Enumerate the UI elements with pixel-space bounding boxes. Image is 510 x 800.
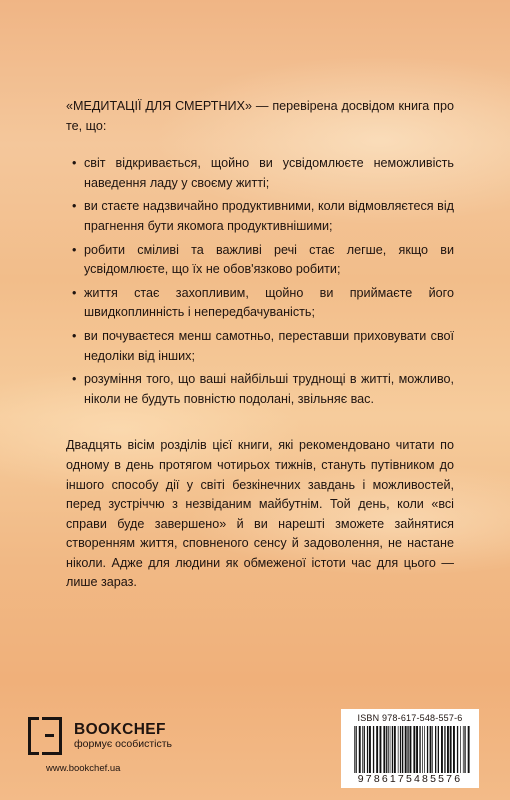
list-item [72,241,454,280]
back-cover-text [66,97,454,593]
ean-digits: 9786175485576 [357,773,463,785]
barcode-bar [356,726,357,773]
list-item-text: світ відкривається, щойно ви усвідомлюєте неможливість наведення ладу у своєму житті; [84,156,454,190]
barcode-bar [430,726,432,773]
barcode-bar [450,726,452,773]
barcode-bar [468,726,470,773]
barcode-bar [354,726,355,773]
barcode-panel [341,709,479,788]
barcode-bar [392,726,393,773]
barcode-bar [438,726,439,773]
bullet-icon: • [72,372,77,387]
publisher-slogan: формує особистість [74,738,173,750]
barcode-bar [376,726,378,773]
feature-list [66,154,454,409]
barcode-bar [364,726,365,773]
list-item-text: розуміння того, що ваші найбільші труднощі в житті, можливо, ніколи не будуть повністю подолані, звільняє вас. [84,372,454,406]
barcode-bar [410,726,412,773]
list-item [72,284,454,323]
bracket-b-logo-icon [42,717,62,755]
barcode-bar [400,726,401,773]
barcode-bar [380,726,382,773]
barcode-bar [447,726,449,773]
barcode-bar [398,726,399,773]
publisher-website: www.bookchef.ua [46,763,121,774]
barcode-bar [388,726,389,773]
publisher-brand [42,712,172,760]
isbn-label: ISBN 978-617-548-557-6 [357,713,463,723]
barcode-bar [369,726,371,773]
barcode-bar [453,726,455,773]
barcode-bar [424,726,425,773]
list-item [72,197,454,236]
barcode-bar [394,726,396,773]
barcode-bar [390,726,391,773]
barcode-bar [464,726,465,773]
barcode-bar [444,726,445,773]
list-item-text: ви почуваєтеся менш самотньо, переставши приховувати свої недоліки від інших; [84,328,454,363]
barcode-bar [435,726,436,773]
barcode-bar [373,726,374,773]
barcode-bar [383,726,385,773]
list-item-text: життя стає захопливим, щойно ви приймаєте його швидкоплинність і непередбачуваність; [84,285,454,320]
intro-paragraph: «МЕДИТАЦІЇ ДЛЯ СМЕРТНИХ» — перевірена досвідом книга про те, що: [66,99,454,133]
list-item [72,370,454,409]
publisher-name: BOOKCHEF [74,721,166,738]
barcode-bar [441,726,443,773]
bullet-icon: • [72,285,77,300]
barcode-bar [432,726,433,773]
list-item [72,154,454,193]
barcode-bar [386,726,387,773]
barcode-bar [427,726,428,773]
barcode-bar [405,726,407,773]
list-item-text: робити сміливі та важливі речі стає легше, якщо ви усвідомлюєте, що їх не обов'язково робити; [84,242,454,277]
barcode-bar [367,726,368,773]
barcode-bar [463,726,464,773]
barcode-bar [413,726,415,773]
barcode-bar [359,726,361,773]
barcode-bar [457,726,458,773]
barcode-bar [362,726,363,773]
bullet-icon: • [72,242,77,257]
barcode-bar [402,726,403,773]
description-paragraph: Двадцять вісім розділів цієї книги, які рекомендовано читати по одному в день протягом чотирьох тижнів, стануть путівником до іншого способу дії у світі безкінечних завдань і можливостей, перед зустріччю з незвіданим майбутнім. Той день, коли «всі справи буде завершено» й ви нарешті зможете зайнятися створенням життя, сповненого сенсу й задоволення, не настане ніколи. Адже для людини як обмеженої істоти час для цього — лише зараз. [66,438,454,590]
barcode-bar [460,726,461,773]
bullet-icon: • [72,328,77,343]
barcode-bar [416,726,418,773]
list-item-text: ви стаєте надзвичайно продуктивними, коли відмовляєтеся від прагнення бути якомога продуктивнішими; [84,199,454,233]
bullet-icon: • [72,156,77,171]
barcode-bar [422,726,423,773]
barcode-bar [419,726,420,773]
barcode-icon [353,726,471,773]
bullet-icon: • [72,199,77,214]
barcode-bar [407,726,408,773]
list-item [72,327,454,366]
